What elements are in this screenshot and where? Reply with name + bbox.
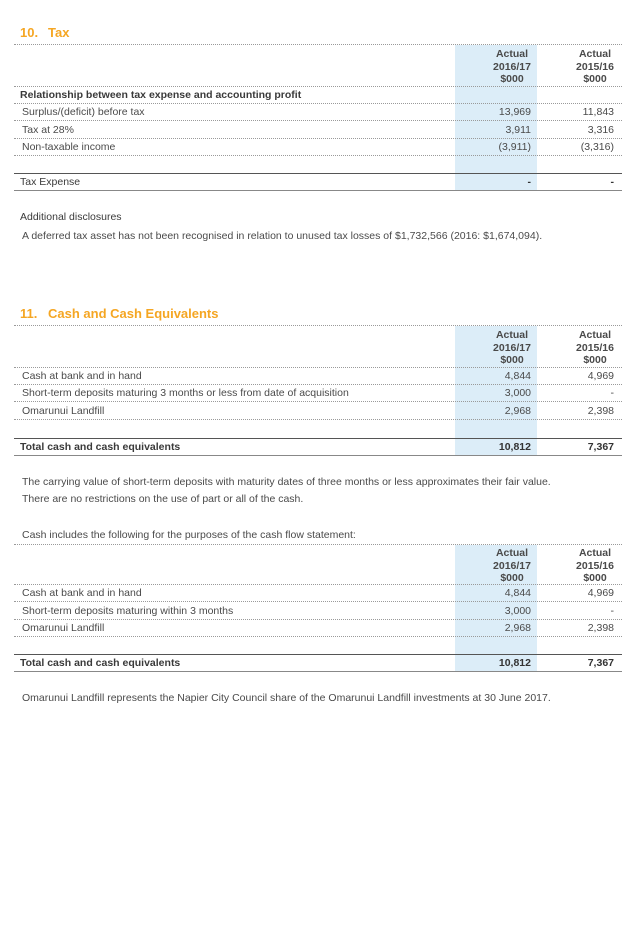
table-cell-2016-17: 3,911 [505,124,531,136]
total-rule-bottom [14,455,622,456]
total-cell-2016-17: - [527,176,531,188]
total-cell-2015-16: 7,367 [587,657,614,669]
table-cell-2016-17: (3,911) [498,141,531,153]
total-rule-top [14,654,622,655]
total-cell-2015-16: 7,367 [587,441,614,453]
total-rule-bottom [14,190,622,191]
table-cell-2016-17: 3,000 [504,387,531,399]
column-header-2016-17: Actual 2016/17 $000 [493,547,531,584]
table-row-label: Cash at bank and in hand [22,587,142,599]
divider [14,636,622,637]
table-cell-2015-16: - [610,605,614,617]
table-cell-2015-16: 11,843 [582,106,614,118]
total-row-label: Tax Expense [20,176,81,188]
total-rule-top [14,438,622,439]
tax-subheading: Relationship between tax expense and accounting profit [20,89,302,101]
column-header-2015-16: Actual 2015/16 $000 [576,329,614,366]
section-10-title [20,25,69,40]
table-cell-2016-17: 2,968 [504,405,531,417]
table-row-label: Cash at bank and in hand [22,370,142,382]
total-rule-bottom [14,671,622,672]
disclosures-text: A deferred tax asset has not been recognised in relation to unused tax losses of $1,732,566 (2016: $1,674,094). [22,230,543,242]
column-header-2016-17: Actual 2016/17 $000 [493,329,531,366]
section-heading: Tax [48,25,70,40]
total-cell-2016-17: 10,812 [498,657,531,669]
total-cell-2016-17: 10,812 [498,441,531,453]
disclosures-heading: Additional disclosures [20,211,122,223]
total-cell-2015-16: - [610,176,614,188]
section-number: 11. [20,306,38,321]
divider [14,86,622,87]
table-row-label: Short-term deposits maturing within 3 months [22,605,234,617]
divider [14,155,622,156]
table-cell-2016-17: 4,844 [504,370,531,382]
table-row-label: Surplus/(deficit) before tax [22,106,145,118]
paragraph: There are no restrictions on the use of part or all of the cash. [22,493,304,505]
divider [14,619,622,620]
table-cell-2015-16: 4,969 [587,370,614,382]
table-cell-2016-17: 13,969 [498,106,531,118]
section-number: 10. [20,25,39,40]
table-cell-2016-17: 3,000 [504,605,531,617]
table-cell-2015-16: 2,398 [587,622,614,634]
column-header-2015-16: Actual 2015/16 $000 [576,48,614,85]
table-cell-2015-16: (3,316) [580,141,614,153]
table-row-label: Short-term deposits maturing 3 months or less from date of acquisition [22,387,349,399]
divider [14,120,622,121]
section-heading: Cash and Cash Equivalents [48,306,219,321]
table-row-label: Tax at 28% [22,124,74,136]
paragraph: The carrying value of short-term deposits with maturity dates of three months or less approximates their fair value. [22,476,551,488]
table-cell-2016-17: 4,844 [504,587,531,599]
divider [14,419,622,420]
footnote: Omarunui Landfill represents the Napier City Council share of the Omarunui Landfill investments at 30 June 2017. [22,692,551,704]
divider [14,138,622,139]
divider [14,384,622,385]
table-cell-2016-17: 2,968 [504,622,531,634]
table-row-label: Omarunui Landfill [22,405,105,417]
table-row-label: Omarunui Landfill [22,622,105,634]
divider [14,367,622,368]
table-cell-2015-16: - [610,387,614,399]
divider [14,584,622,585]
table-row-label: Non-taxable income [22,141,116,153]
total-rule-top [14,173,622,174]
paragraph: Cash includes the following for the purposes of the cash flow statement: [22,529,356,541]
table-cell-2015-16: 2,398 [587,405,614,417]
table-cell-2015-16: 4,969 [587,587,614,599]
divider [14,401,622,402]
divider [14,601,622,602]
table-cell-2015-16: 3,316 [587,124,614,136]
column-header-2016-17: Actual 2016/17 $000 [493,48,531,85]
total-row-label: Total cash and cash equivalents [20,441,181,453]
divider [14,103,622,104]
section-11-title [20,306,219,321]
total-row-label: Total cash and cash equivalents [20,657,181,669]
column-header-2015-16: Actual 2015/16 $000 [576,547,614,584]
